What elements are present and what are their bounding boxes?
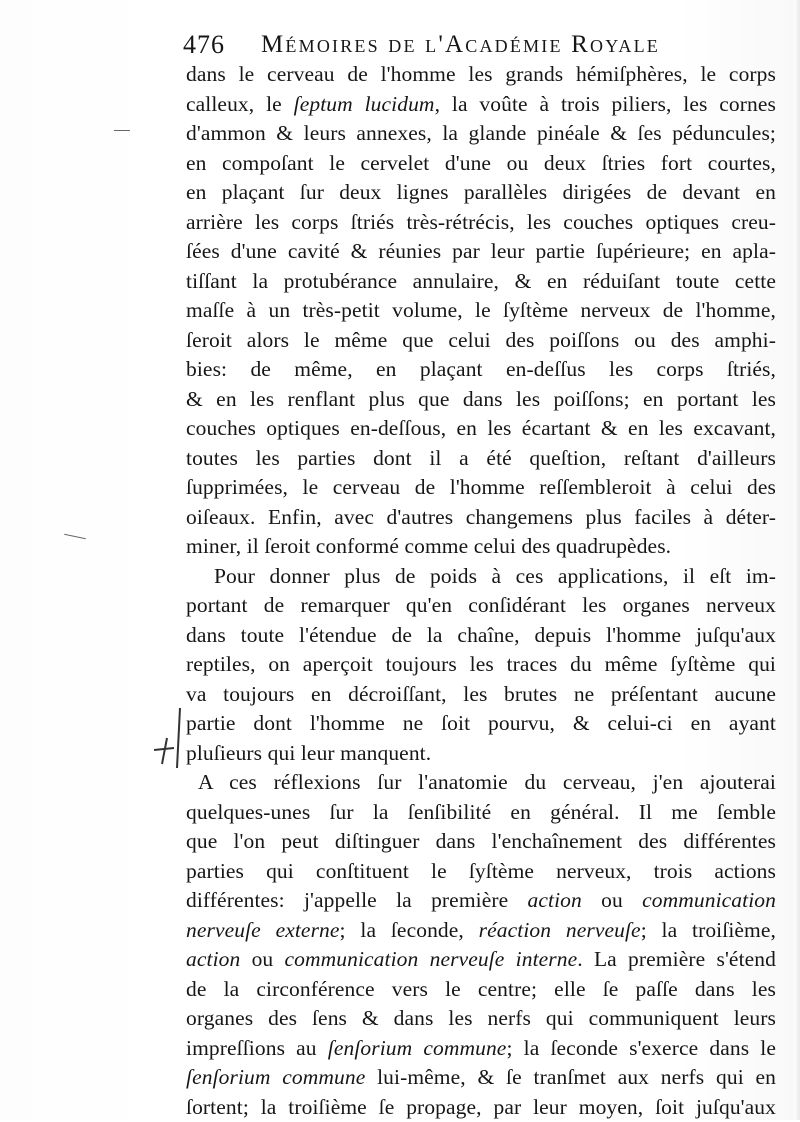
text-line xyxy=(186,621,776,651)
text-line xyxy=(186,562,776,592)
text-line xyxy=(186,916,776,946)
text-segment: dans toute l'étendue de la chaîne, depuis l'homme juſqu'aux xyxy=(186,623,776,647)
text-segment: parties qui conſtituent le ſyſtème nerveux, trois actions xyxy=(186,859,776,883)
text-segment: ou xyxy=(582,888,642,912)
text-segment: ; la ſeconde, xyxy=(340,918,479,942)
text-segment: calleux, le xyxy=(186,92,294,116)
text-line xyxy=(186,90,776,120)
text-segment: bies: de même, en plaçant en-deſſus les corps ſtriés, xyxy=(186,357,776,381)
text-line xyxy=(186,385,776,415)
text-line xyxy=(186,149,776,179)
text-segment: ſortent; la troiſième ſe propage, par leur moyen, ſoit juſqu'aux xyxy=(186,1095,776,1119)
text-segment: portant de remarquer qu'en conſidérant les organes nerveux xyxy=(186,593,776,617)
text-segment: de la circonférence vers le centre; elle ſe paſſe dans les xyxy=(186,977,776,1001)
text-segment: différentes: j'appelle la première xyxy=(186,888,528,912)
text-line xyxy=(186,267,776,297)
page-number: 476 xyxy=(183,28,225,62)
text-line xyxy=(186,1004,776,1034)
text-segment: Pour donner plus de poids à ces applications, il eſt im- xyxy=(214,564,776,588)
text-segment: miner, il ſeroit conformé comme celui des quadrupèdes. xyxy=(186,534,671,558)
text-segment: pluſieurs qui leur manquent. xyxy=(186,741,431,765)
margin-smudge-1 xyxy=(114,130,130,131)
text-line xyxy=(186,119,776,149)
page-header xyxy=(183,28,783,64)
text-segment: va toujours en décroiſſant, les brutes ne préſentant aucune xyxy=(186,682,776,706)
italic-text-segment: action xyxy=(186,947,240,971)
text-line xyxy=(186,857,776,887)
text-segment: d'ammon & leurs annexes, la glande pinéale & ſes péduncules; xyxy=(186,121,776,145)
text-segment: tiſſant la protubérance annulaire, & en réduiſant toute cette xyxy=(186,269,776,293)
text-segment: ; la ſeconde s'exerce dans le xyxy=(506,1036,776,1060)
text-line xyxy=(186,886,776,916)
text-line xyxy=(186,532,776,562)
text-segment: que l'on peut diſtinguer dans l'enchaînement des différentes xyxy=(186,829,776,853)
text-segment: maſſe à un très-petit volume, le ſyſtème nerveux de l'homme, xyxy=(186,298,776,322)
text-line xyxy=(186,768,776,798)
text-line xyxy=(186,237,776,267)
text-segment: ſupprimées, le cerveau de l'homme reſſembleroit à celui des xyxy=(186,475,776,499)
text-segment: . La première s'étend xyxy=(577,947,776,971)
text-segment: reptiles, on aperçoit toujours les traces du même ſyſtème qui xyxy=(186,652,776,676)
page-edge-shadow xyxy=(794,0,800,1120)
text-line xyxy=(186,975,776,1005)
text-line xyxy=(186,827,776,857)
running-head: Mémoires de l'Académie Royale xyxy=(261,28,660,62)
text-line xyxy=(186,650,776,680)
text-line xyxy=(186,591,776,621)
text-line xyxy=(186,444,776,474)
text-line xyxy=(186,355,776,385)
text-line xyxy=(186,473,776,503)
text-segment: , la voûte à trois piliers, les cornes xyxy=(435,92,776,116)
text-line xyxy=(186,709,776,739)
text-segment: toutes les parties dont il a été queſtion, reſtant d'ailleurs xyxy=(186,446,776,470)
text-segment: ſées d'une cavité & réunies par leur partie ſupérieure; en apla- xyxy=(186,239,776,263)
text-segment: ; la troiſième, xyxy=(641,918,776,942)
text-line xyxy=(186,326,776,356)
text-line xyxy=(186,798,776,828)
text-line xyxy=(186,60,776,90)
text-segment: partie dont l'homme ne ſoit pourvu, & celui-ci en ayant xyxy=(186,711,776,735)
text-segment: ſeroit alors le même que celui des poiſſons ou des amphi- xyxy=(186,328,776,352)
italic-text-segment: ſenſorium commune xyxy=(328,1036,507,1060)
text-segment: impreſſions au xyxy=(186,1036,328,1060)
text-line xyxy=(186,739,776,769)
text-segment: arrière les corps ſtriés très-rétrécis, les couches optiques creu- xyxy=(186,210,776,234)
text-line xyxy=(186,1063,776,1093)
text-segment: couches optiques en-deſſous, en les écartant & en les excavant, xyxy=(186,416,776,440)
italic-text-segment: ſenſorium commune xyxy=(186,1065,365,1089)
text-line xyxy=(186,296,776,326)
text-segment: oiſeaux. Enfin, avec d'autres changemens plus faciles à déter- xyxy=(186,505,776,529)
text-segment: lui-même, & ſe tranſmet aux nerfs qui en xyxy=(365,1065,776,1089)
margin-smudge-2 xyxy=(64,534,86,540)
italic-text-segment: ſeptum lucidum xyxy=(294,92,435,116)
text-line xyxy=(186,503,776,533)
text-segment: & en les renflant plus que dans les poiſſons; en portant les xyxy=(186,387,776,411)
text-line xyxy=(186,178,776,208)
text-segment: en plaçant ſur deux lignes parallèles dirigées de devant en xyxy=(186,180,776,204)
text-line xyxy=(186,414,776,444)
text-line xyxy=(186,1034,776,1064)
text-segment: ou xyxy=(240,947,284,971)
text-segment: quelques-unes ſur la ſenſibilité en général. Il me ſemble xyxy=(186,800,776,824)
text-segment: organes des ſens & dans les nerfs qui communiquent leurs xyxy=(186,1006,776,1030)
italic-text-segment: réaction nerveuſe xyxy=(479,918,641,942)
text-line xyxy=(186,1093,776,1122)
body-text xyxy=(186,60,776,1122)
text-segment: en compoſant le cervelet d'une ou deux ſtries fort courtes, xyxy=(186,151,776,175)
text-line xyxy=(186,208,776,238)
text-segment: dans le cerveau de l'homme les grands hémiſphères, le corps xyxy=(186,62,776,86)
italic-text-segment: communication nerveuſe interne xyxy=(285,947,578,971)
text-segment: A ces réflexions ſur l'anatomie du cerveau, j'en ajouterai xyxy=(198,770,776,794)
italic-text-segment: action xyxy=(528,888,582,912)
italic-text-segment: nerveuſe externe xyxy=(186,918,340,942)
italic-text-segment: communication xyxy=(642,888,776,912)
margin-pen-mark xyxy=(150,706,186,770)
text-line xyxy=(186,945,776,975)
text-line xyxy=(186,680,776,710)
